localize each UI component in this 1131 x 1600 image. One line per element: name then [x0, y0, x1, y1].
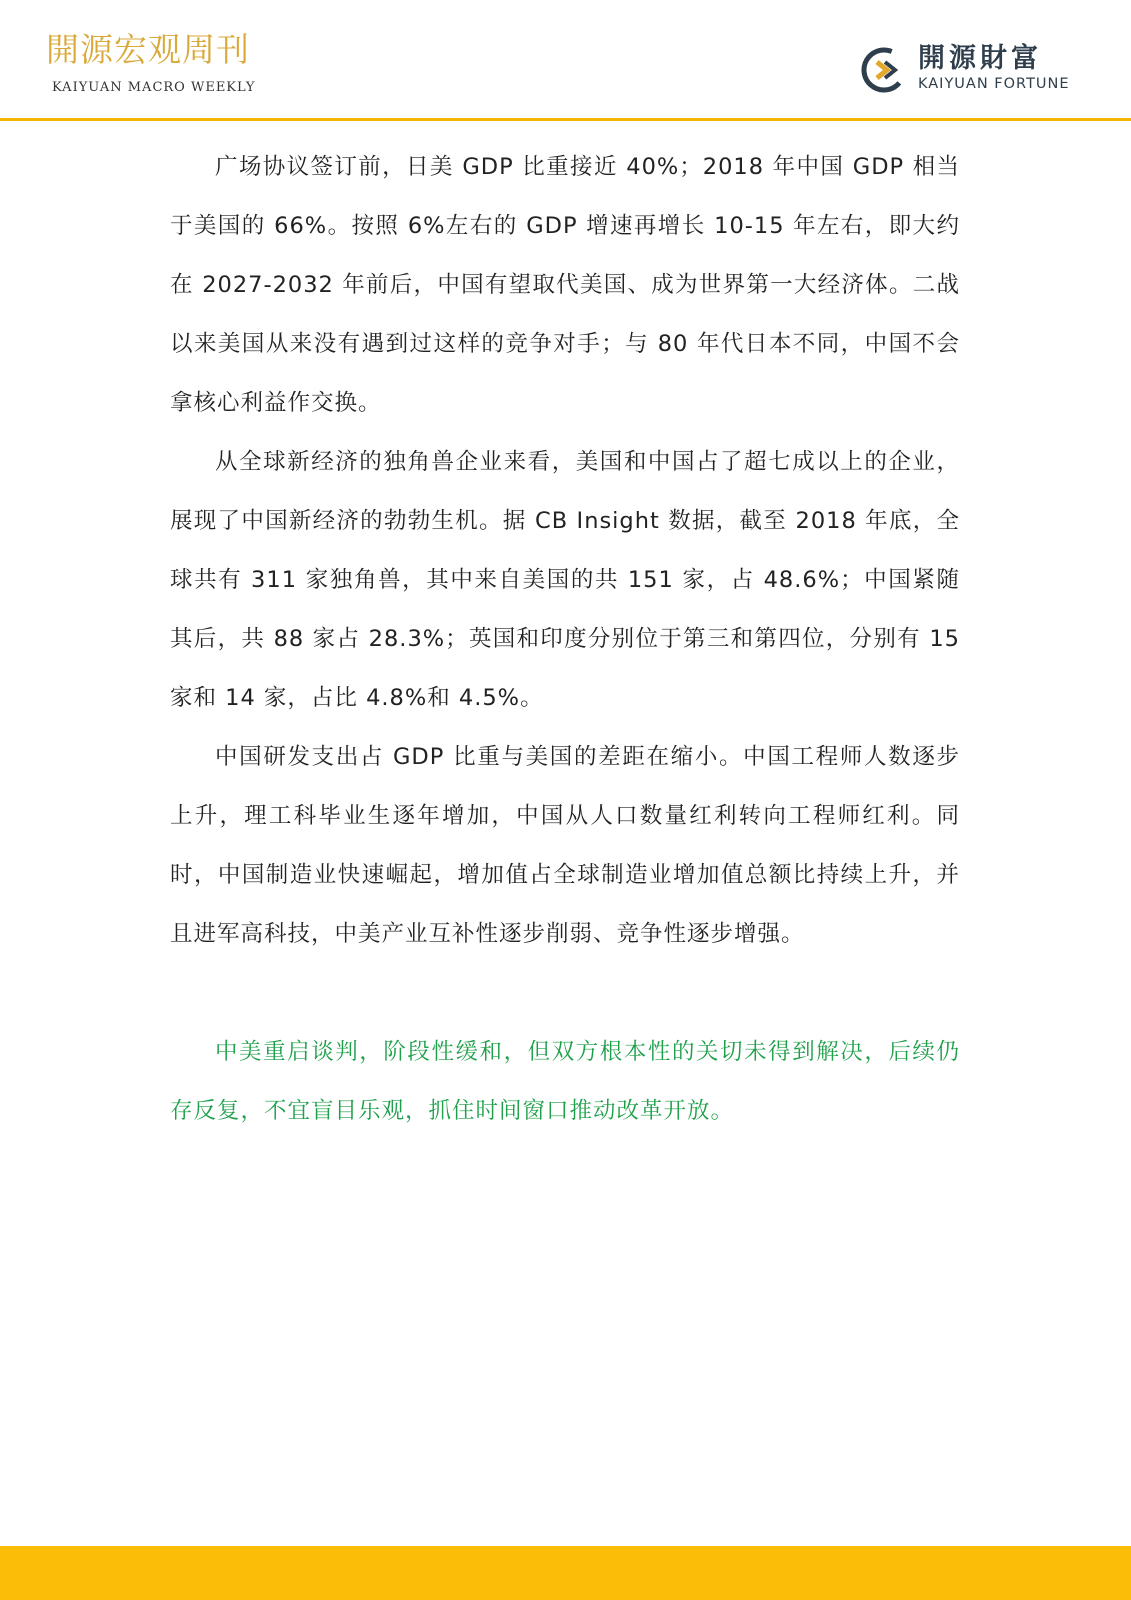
page-header — [0, 0, 1131, 120]
kaiyuan-logo-icon — [860, 46, 908, 94]
body-paragraph: 广场协议签订前，日美 GDP 比重接近 40%；2018 年中国 GDP 相当于美国的 66%。按照 6%左右的 GDP 增速再增长 10-15 年左右，即大约在 2027-2032 年前后，中国有望取代美国、成为世界第一大经济体。二战以来美国从来没有遇到过这样的竞争对手；与 80 年代日本不同，中国不会拿核心利益作交换。 — [170, 154, 960, 416]
body-paragraph: 从全球新经济的独角兽企业来看，美国和中国占了超七成以上的企业，展现了中国新经济的勃勃生机。据 CB Insight 数据，截至 2018 年底，全球共有 311 家独角兽，其中来自美国的共 151 家，占 48.6%；中国紧随其后，共 88 家占 28.3%；英国和印度分别位于第三和第四位，分别有 15 家和 14 家，占比 4.8%和 4.5%。 — [170, 449, 960, 711]
publication-title: 開源宏观周刊 — [46, 30, 250, 69]
publication-subtitle: KAIYUAN MACRO WEEKLY — [52, 80, 256, 95]
company-logo — [860, 42, 1100, 102]
logo-chinese-name: 開源財富 — [918, 43, 1042, 74]
body-paragraph: 中国研发支出占 GDP 比重与美国的差距在缩小。中国工程师人数逐步上升，理工科毕业生逐年增加，中国从人口数量红利转向工程师红利。同时，中国制造业快速崛起，增加值占全球制造业增加值总额比持续上升，并且进军高科技，中美产业互补性逐步削弱、竞争性逐步增强。 — [170, 744, 960, 947]
article-body — [170, 138, 960, 1141]
key-conclusion: 中美重启谈判，阶段性缓和，但双方根本性的关切未得到解决，后续仍存反复，不宜盲目乐观，抓住时间窗口推动改革开放。 — [170, 1039, 960, 1124]
footer-bar — [0, 1546, 1131, 1600]
logo-english-name: KAIYUAN FORTUNE — [918, 76, 1070, 92]
header-divider — [0, 118, 1131, 121]
